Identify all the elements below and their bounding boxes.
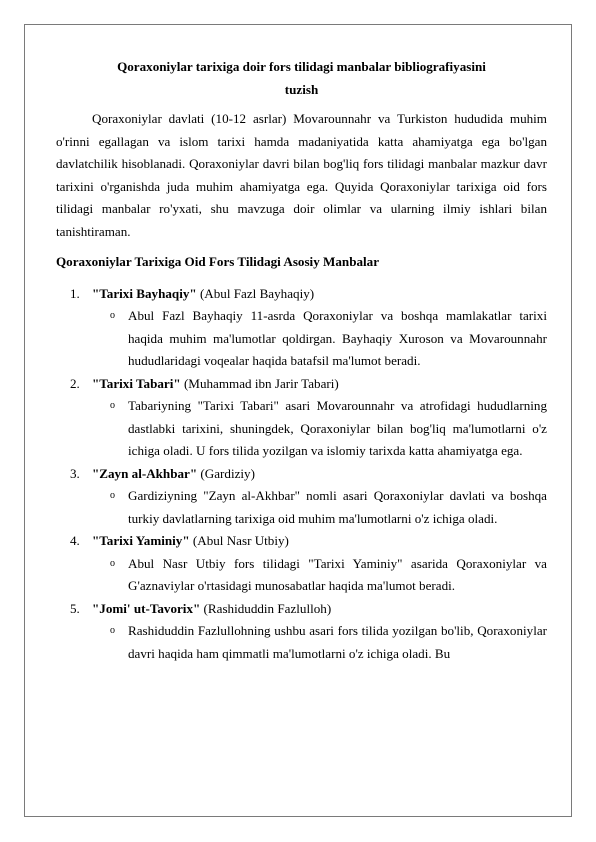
- source-item: [56, 463, 547, 486]
- source-title: "Tarixi Yaminiy": [92, 533, 190, 548]
- source-description: Tabariyning "Tarixi Tabari" asari Movarounnahr va atrofidagi hududlarning dastlabki tarixini, shuningdek, Qoraxoniylar bilan bog'liq ma'lumotlarni o'z ichiga oladi. U fors tilida yozilgan va islomiy tarixda katta ahamiyatga ega.: [128, 398, 547, 458]
- bullet-marker: o: [110, 625, 115, 636]
- bullet-marker: o: [110, 310, 115, 321]
- source-number: 3.: [70, 465, 80, 481]
- document-body: [56, 56, 547, 665]
- source-title: "Jomi' ut-Tavorix": [92, 600, 201, 616]
- source-description-item: [56, 395, 547, 463]
- source-number: 4.: [70, 533, 80, 548]
- source-author: (Abul Nasr Utbiy): [192, 533, 289, 548]
- source-description-item: [56, 620, 547, 665]
- source-description-item: [56, 485, 547, 530]
- title-line-2: tuzish: [284, 81, 319, 97]
- source-number: 5.: [70, 600, 80, 616]
- source-description: Abul Nasr Utbiy fors tilidagi "Tarixi Yaminiy" asarida Qoraxoniylar va G'aznaviylar o'rtasidagi munosabatlar haqida ma'lumot beradi.: [128, 555, 547, 593]
- source-description-item: [56, 305, 547, 373]
- bullet-marker: o: [110, 490, 115, 501]
- source-item: [56, 598, 547, 621]
- source-item: [56, 283, 547, 306]
- source-description: Rashiduddin Fazlullohning ushbu asari fors tilida yozilgan bo'lib, Qoraxoniylar davri haqida ham qimmatli ma'lumotlarni o'z ichiga oladi. Bu: [128, 623, 547, 661]
- intro-paragraph: Qoraxoniylar davlati (10-12 asrlar) Movarounnahr va Turkiston hududida muhim o'rinni egallagan va islom tarixi hamda madaniyatida katta ahamiyatga ega bo'lgan davlatchilik hisoblanadi. Qoraxoniylar davri bilan bog'liq fors tilidagi manbalar mazkur davr tarixini o'rganishda juda muhim ahamiyatga ega. Quyida Qoraxoniylar tarixiga oid fors tilidagi manbalar ro'yxati, shu mavzuga doir olimlar va ularning ilmiy ishlari bilan tanishtiraman.: [56, 111, 547, 239]
- source-author: (Gardiziy): [200, 465, 255, 481]
- source-title: "Tarixi Bayhaqiy": [92, 285, 197, 301]
- sources-list: [56, 283, 547, 666]
- title-line-1: Qoraxoniylar tarixiga doir fors tilidagi manbalar bibliografiyasini: [117, 59, 486, 74]
- source-number: 2.: [70, 375, 80, 391]
- section-heading: Qoraxoniylar Tarixiga Oid Fors Tilidagi Asosiy Manbalar: [56, 254, 380, 269]
- source-description: Abul Fazl Bayhaqiy 11-asrda Qoraxoniylar va boshqa mamlakatlar tarixi haqida muhim ma'lumotlar qoldirgan. Bayhaqiy Xuroson va Movarounnahr hududlaridagi voqealar haqida batafsil ma'lumot beradi.: [128, 308, 547, 368]
- source-author: (Rashiduddin Fazlulloh): [203, 600, 332, 616]
- document-title: [56, 56, 547, 101]
- source-author: (Muhammad ibn Jarir Tabari): [183, 375, 339, 391]
- source-description: Gardiziyning "Zayn al-Akhbar" nomli asari Qoraxoniylar davlati va boshqa turkiy davlatlarning tarixiga oid muhim ma'lumotlarni o'z ichiga oladi.: [128, 488, 547, 526]
- source-description-item: [56, 553, 547, 598]
- source-author: (Abul Fazl Bayhaqiy): [199, 285, 315, 301]
- bullet-marker: o: [110, 557, 115, 569]
- source-title: "Tarixi Tabari": [92, 375, 181, 391]
- source-number: 1.: [70, 285, 80, 301]
- bullet-marker: o: [110, 400, 115, 411]
- source-item: [56, 373, 547, 396]
- source-item: [56, 530, 547, 553]
- source-title: "Zayn al-Akhbar": [92, 465, 198, 481]
